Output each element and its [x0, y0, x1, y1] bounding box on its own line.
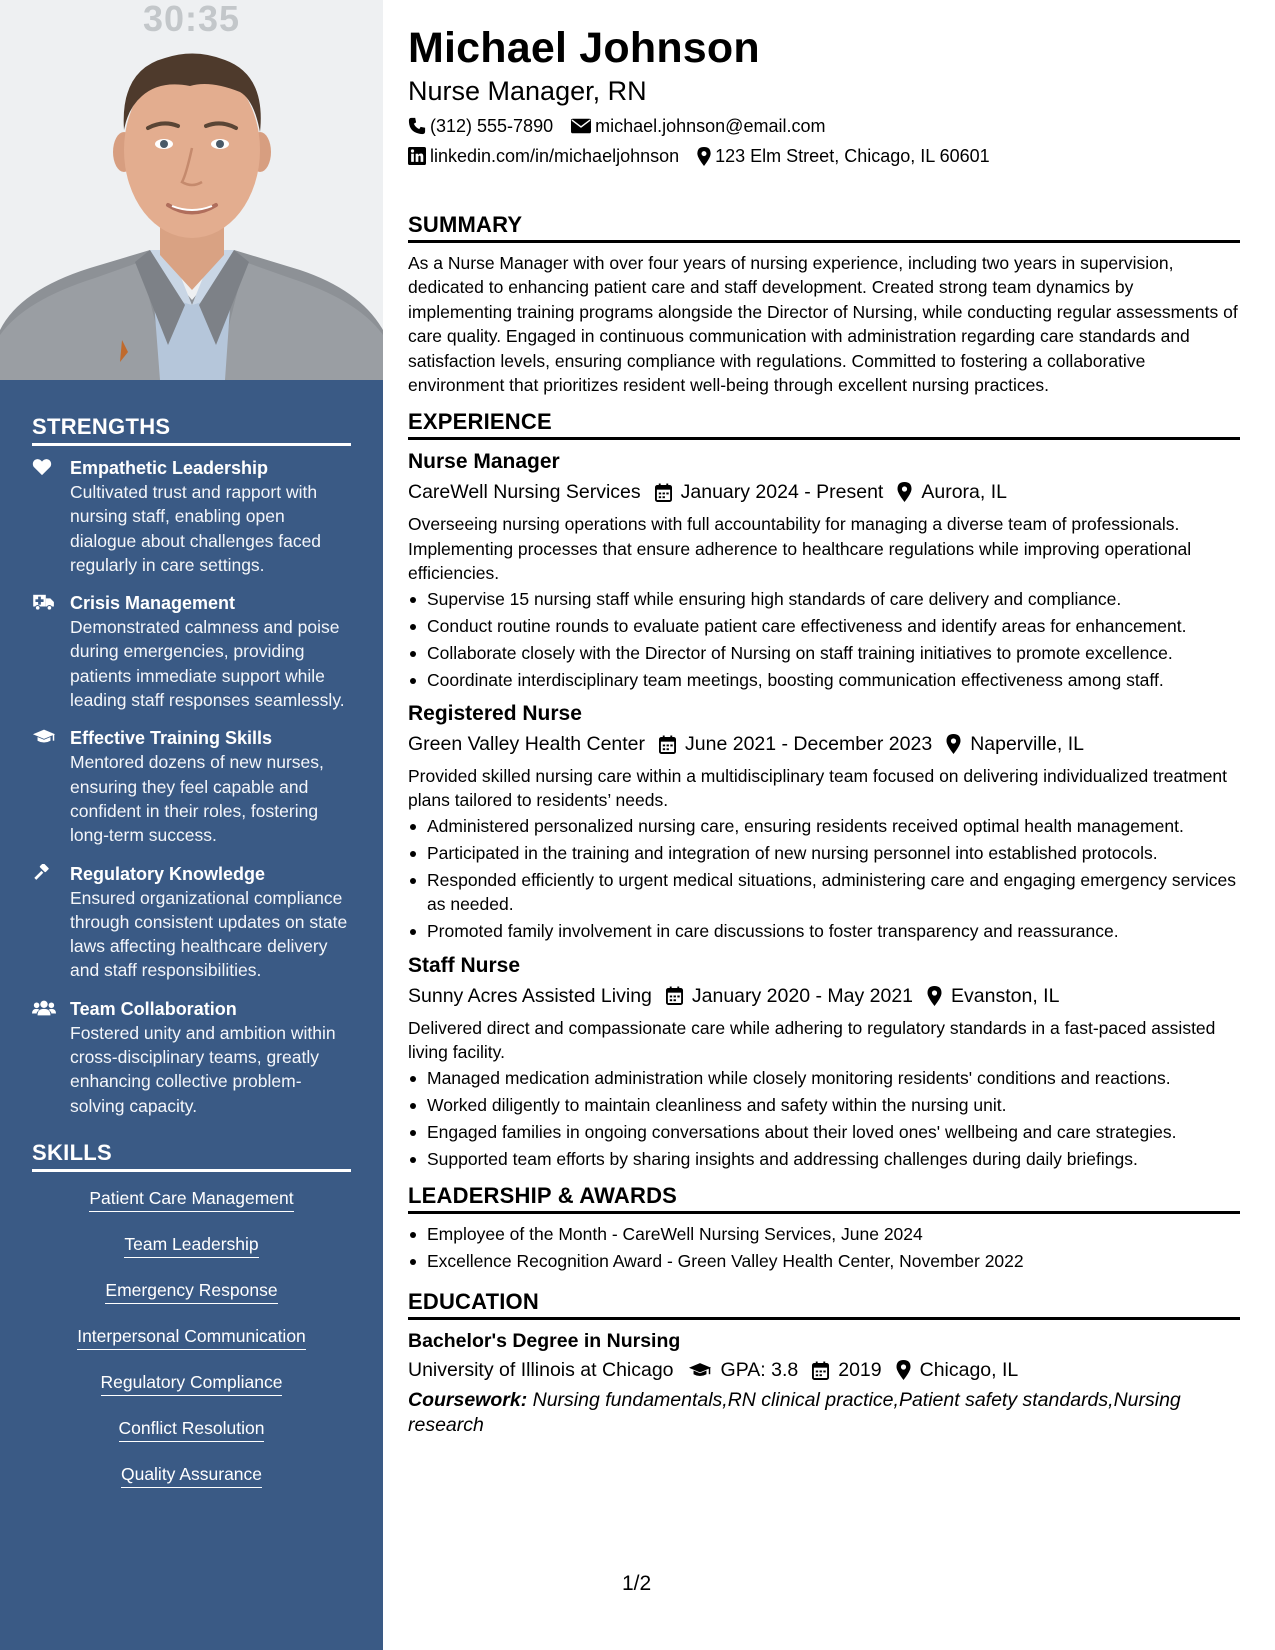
job-location	[927, 982, 1059, 1010]
list-item: Engaged families in ongoing conversations about their loved ones' wellbeing and care strategies.	[408, 1120, 1240, 1144]
address-text: 123 Elm Street, Chicago, IL 60601	[715, 146, 990, 166]
strength-desc: Mentored dozens of new nurses, ensuring they feel capable and confident in their roles, fostering long-term success.	[70, 752, 324, 846]
list-item: Excellence Recognition Award - Green Valley Health Center, November 2022	[408, 1249, 1240, 1273]
skill-tag: Quality Assurance	[121, 1462, 262, 1488]
skill-tag: Interpersonal Communication	[77, 1324, 306, 1350]
strengths-heading: STRENGTHS	[32, 414, 351, 446]
list-item: Supported team efforts by sharing insights and addressing challenges during daily briefings.	[408, 1147, 1240, 1171]
list-item: Participated in the training and integration of new nursing personnel into established protocols.	[408, 841, 1240, 865]
summary-heading: SUMMARY	[408, 212, 1240, 243]
list-item: Managed medication administration while closely monitoring residents' conditions and reactions.	[408, 1066, 1240, 1090]
gavel-icon	[32, 862, 70, 983]
job-title: Staff Nurse	[408, 953, 521, 977]
strength-title: Team Collaboration	[70, 998, 237, 1019]
strength-item	[32, 862, 351, 983]
coursework	[408, 1388, 1240, 1437]
candidate-role: Nurse Manager, RN	[408, 76, 647, 106]
strength-desc: Cultivated trust and rapport with nursing staff, enabling open dialogue about challenges faced regularly in care settings.	[70, 482, 322, 575]
job-company	[408, 730, 645, 758]
job-bullets	[408, 587, 1240, 692]
job-meta	[408, 730, 1240, 758]
job-title: Nurse Manager	[408, 450, 560, 474]
calendar-icon	[655, 483, 672, 502]
calendar-icon	[812, 1361, 829, 1380]
truck-medical-icon	[32, 591, 70, 712]
job-meta	[408, 478, 1240, 506]
job-dates	[659, 730, 932, 758]
awards-heading: LEADERSHIP & AWARDS	[408, 1183, 1240, 1214]
job-location	[897, 478, 1007, 506]
sidebar-content	[0, 380, 383, 1508]
candidate-name: Michael Johnson	[408, 24, 760, 72]
calendar-icon	[659, 735, 676, 754]
job-company	[408, 478, 641, 506]
strength-desc: Ensured organizational compliance through consistent updates on state laws affecting healthcare delivery and staff responsibilities.	[70, 887, 348, 981]
company-text: Sunny Acres Assisted Living	[408, 984, 652, 1007]
job-dates	[666, 982, 913, 1010]
strength-item	[32, 591, 351, 712]
skill-tag: Patient Care Management	[89, 1186, 293, 1212]
education-heading: EDUCATION	[408, 1289, 1240, 1320]
strength-desc: Demonstrated calmness and poise during emergencies, providing patients immediate support while leading staff responses seamlessly.	[70, 617, 345, 711]
job-meta	[408, 982, 1240, 1010]
school-text: University of Illinois at Chicago	[408, 1359, 674, 1382]
list-item: Administered personalized nursing care, ensuring residents received optimal health management.	[408, 814, 1240, 838]
job-title: Registered Nurse	[408, 702, 582, 726]
coursework-label: Coursework:	[408, 1389, 528, 1412]
skill-tag: Team Leadership	[124, 1232, 258, 1258]
phone-text: (312) 555-7890	[430, 116, 554, 136]
strength-title: Effective Training Skills	[70, 728, 273, 749]
degree-title: Bachelor's Degree in Nursing	[408, 1330, 681, 1353]
job-bullets	[408, 1066, 1240, 1171]
strength-item	[32, 726, 351, 847]
experience-heading: EXPERIENCE	[408, 409, 1240, 440]
job-entry	[408, 952, 1240, 1171]
summary-text: As a Nurse Manager with over four years of nursing experience, including two years in supervision, dedicated to enhancing patient care and staff development. Created strong team dynamics by implementing training programs alongside the Director of Nursing, while conducting regular assessments of care quality. Engaged in continuous communication with administration regarding care standards and satisfaction levels, ensuring compliance with regulations. Committed to fostering a collaborative environment that prioritizes resident well-being through excellent nursing practices.	[408, 253, 1238, 396]
list-item: Supervise 15 nursing staff while ensuring high standards of care delivery and compliance.	[408, 587, 1240, 611]
location-pin-icon	[946, 734, 961, 754]
list-item: Employee of the Month - CareWell Nursing Services, June 2024	[408, 1222, 1240, 1246]
dates-text: January 2024 - Present	[680, 481, 884, 504]
job-entry	[408, 448, 1240, 692]
email-text: michael.johnson@email.com	[595, 116, 826, 136]
skills-list	[32, 1186, 351, 1508]
job-dates	[655, 478, 884, 506]
company-text: Green Valley Health Center	[408, 733, 646, 756]
location-pin-icon	[697, 147, 711, 166]
graduation-year	[812, 1356, 881, 1384]
company-text: CareWell Nursing Services	[408, 481, 641, 504]
photo-timer-overlay: 30:35	[142, 0, 241, 39]
users-icon	[32, 997, 70, 1118]
linkedin-icon	[408, 147, 426, 165]
education-location	[896, 1356, 1019, 1384]
list-item: Conduct routine rounds to evaluate patient care effectiveness and identify areas for enhancement.	[408, 614, 1240, 638]
strength-desc: Fostered unity and ambition within cross-disciplinary teams, greatly enhancing collective problem-solving capacity.	[70, 1022, 336, 1116]
sidebar	[0, 0, 383, 1650]
page-number: 1/2	[622, 1572, 652, 1595]
location-text: Aurora, IL	[921, 481, 1007, 504]
envelope-icon	[571, 118, 591, 134]
list-item: Collaborate closely with the Director of Nursing on staff training initiatives to promote excellence.	[408, 641, 1240, 665]
strength-item	[32, 456, 351, 577]
calendar-icon	[666, 986, 683, 1005]
list-item: Worked diligently to maintain cleanliness and safety within the nursing unit.	[408, 1093, 1240, 1117]
location-text: Chicago, IL	[919, 1359, 1019, 1382]
job-description: Overseeing nursing operations with full accountability for managing a diverse team of professionals. Implementing processes that ensure adherence to healthcare regulations while improving operational efficiencies.	[408, 514, 1192, 584]
contact-row	[408, 114, 1240, 138]
location-pin-icon	[897, 482, 912, 502]
list-item: Responded efficiently to urgent medical situations, administering care and engaging emergency services as needed.	[408, 868, 1240, 917]
strength-title: Empathetic Leadership	[70, 458, 269, 478]
dates-text: June 2021 - December 2023	[685, 733, 933, 756]
location-pin-icon	[896, 1360, 911, 1380]
skill-tag: Conflict Resolution	[119, 1416, 265, 1442]
awards-list	[408, 1222, 1240, 1273]
portrait-illustration	[0, 0, 383, 380]
skill-tag: Regulatory Compliance	[101, 1370, 283, 1396]
list-item: Coordinate interdisciplinary team meetings, boosting communication effectiveness among staff.	[408, 668, 1240, 692]
phone-contact[interactable]	[408, 114, 553, 138]
strength-item	[32, 997, 351, 1118]
job-entry	[408, 700, 1240, 944]
phone-icon	[408, 117, 426, 135]
graduation-cap-icon	[32, 726, 70, 847]
job-description: Provided skilled nursing care within a multidisciplinary team focused on delivering individualized treatment plans tailored to residents’ needs.	[408, 766, 1228, 811]
gpa	[688, 1356, 799, 1384]
linkedin-text: linkedin.com/in/michaeljohnson	[430, 146, 680, 166]
gpa-text: GPA: 3.8	[720, 1359, 799, 1382]
dates-text: January 2020 - May 2021	[691, 984, 914, 1007]
job-location	[946, 730, 1084, 758]
strength-title: Regulatory Knowledge	[70, 863, 266, 884]
location-text: Evanston, IL	[951, 984, 1060, 1007]
job-company	[408, 982, 652, 1010]
contact-row-2	[408, 144, 1240, 168]
profile-photo	[0, 0, 383, 380]
location-text: Naperville, IL	[970, 733, 1084, 756]
skill-tag: Emergency Response	[105, 1278, 277, 1304]
location-pin-icon	[927, 986, 942, 1006]
job-description: Delivered direct and compassionate care while adhering to regulatory standards in a fast-paced assisted living facility.	[408, 1017, 1216, 1063]
education-meta	[408, 1356, 1240, 1384]
coursework-text: Nursing fundamentals,RN clinical practice,Patient safety standards,Nursing research	[408, 1389, 1181, 1436]
address-contact	[697, 144, 990, 168]
heart-icon	[32, 456, 70, 577]
skills-heading: SKILLS	[32, 1140, 351, 1172]
strength-title: Crisis Management	[70, 593, 236, 614]
main-content	[408, 22, 1240, 1437]
job-bullets	[408, 814, 1240, 944]
list-item: Promoted family involvement in care discussions to foster transparency and reassurance.	[408, 919, 1240, 943]
linkedin-contact[interactable]	[408, 144, 679, 168]
year-text: 2019	[838, 1359, 882, 1382]
email-contact[interactable]	[571, 114, 825, 138]
school	[408, 1356, 674, 1384]
graduation-cap-icon	[688, 1362, 712, 1379]
